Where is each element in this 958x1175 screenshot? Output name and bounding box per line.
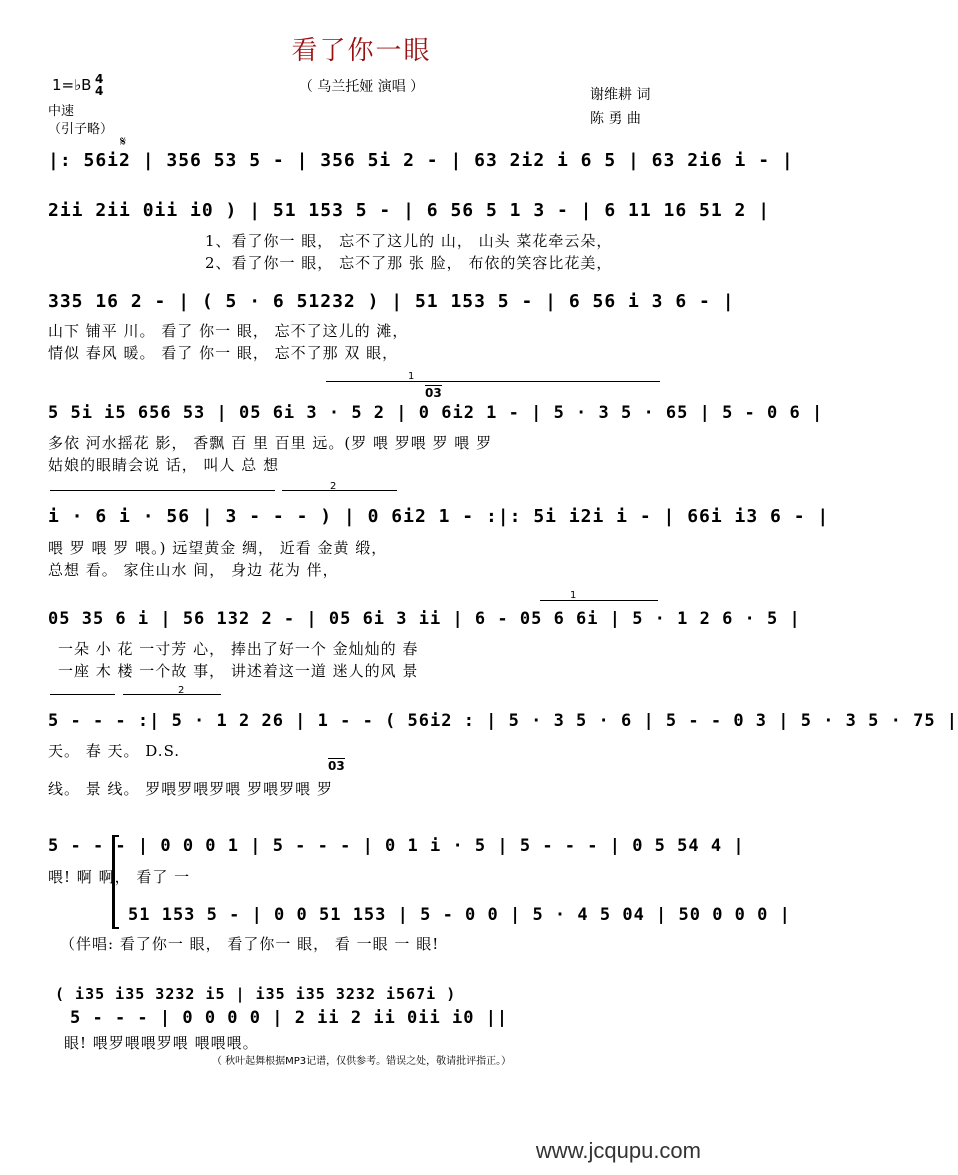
singer-credit: （ 乌兰托娅 演唱 ） — [298, 79, 425, 95]
score-row-10-upper-notes: ( i35 i35 3232 i5 | i35 i35 3232 i567i ) — [55, 985, 457, 1003]
score-row-2-lyric-2: 2、看了你一 眼， 忘不了那 张 脸， 布依的笑容比花美， — [205, 254, 613, 272]
score-row-1-notes: |: 56i2 | 356 53 5 - | 356 5i 2 - | 63 2i2 i 6 5 | 63 2i6 i - | — [48, 150, 794, 171]
ending-1-number: 1 — [408, 371, 415, 382]
score-row-3-lyric-1: 山下 铺平 川。 看了 你一 眼， 忘不了这儿的 滩， — [48, 322, 409, 340]
transcription-note: （ 秋叶起舞根据MP3记谱，仅供参考。错误之处，敬请批评指正。） — [211, 1056, 512, 1067]
time-top: 4 — [95, 72, 104, 86]
score-row-7-lyric-1: 天。 春 天。 D.S. — [48, 742, 181, 760]
score-row-2-notes: 2ii 2ii 0ii i0 ) | 51 153 5 - | 6 56 5 1 3 - | 6 11 16 51 2 | — [48, 200, 771, 221]
score-row-3-notes: 335 16 2 - | ( 5 · 6 51232 ) | 51 153 5 - | 6 56 i 3 6 - | — [48, 291, 735, 312]
ending-2-number: 2 — [330, 481, 337, 492]
score-row-6-notes: 05 35 6 i | 56 132 2 - | 05 6i 3 ii | 6 - 05 6 6i | 5 · 1 2 6 · 5 | — [48, 609, 801, 629]
box-mark-2: 03 — [328, 759, 345, 773]
ending-1b-bracket — [540, 600, 658, 601]
score-row-2-lyric-1: 1、看了你一 眼， 忘不了这儿的 山， 山头 菜花牵云朵， — [205, 232, 613, 250]
tempo-mark: 中速 — [48, 104, 75, 119]
key-signature: 1=♭B — [52, 76, 92, 94]
score-row-8-notes: 5 - - - | 0 0 0 1 | 5 - - - | 0 1 i · 5 | 5 - - - | 0 5 54 4 | — [48, 836, 745, 856]
ending-1-continuation — [50, 490, 275, 491]
intro-note: （引子略） — [48, 122, 114, 137]
score-row-3-lyric-2: 情似 春风 暖。 看了 你一 眼， 忘不了那 双 眼， — [48, 344, 399, 362]
score-row-5-notes: i · 6 i · 56 | 3 - - - ) | 0 6i2 1 - :|: 5i i2i i - | 66i i3 6 - | — [48, 506, 830, 527]
score-row-7-notes: 5 - - - :| 5 · 1 2 26 | 1 - - ( 56i2 : | 5 · 3 5 · 6 | 5 - - 0 3 | 5 · 3 5 · 75 | — [48, 711, 958, 731]
site-watermark: www.jcqupu.com — [535, 1138, 701, 1163]
lyricist: 谢维耕 词 — [590, 87, 651, 103]
box-mark-1: 03 — [425, 386, 442, 400]
score-row-9-notes: 51 153 5 - | 0 0 51 153 | 5 - 0 0 | 5 · 4 5 04 | 50 0 0 0 | — [128, 905, 791, 925]
score-row-10-lower-notes: 5 - - - | 0 0 0 0 | 2 ii 2 ii 0ii i0 || — [70, 1008, 509, 1028]
score-row-9-lyric: （伴唱: 看了你一 眼， 看了你一 眼， 看 一眼 一 眼! — [60, 935, 440, 953]
time-bottom: 4 — [95, 84, 104, 98]
ending-2-bracket — [282, 490, 397, 491]
song-title: 看了你一眼 — [291, 36, 432, 66]
score-row-7-lyric-2: 线。 景 线。 罗喂罗喂罗喂 罗喂罗喂 罗 — [48, 780, 333, 798]
score-row-6-lyric-1: 一朵 小 花 一寸芳 心， 捧出了好一个 金灿灿的 春 — [58, 640, 419, 658]
segno-mark: 𝄋 — [120, 134, 127, 150]
ending-1b-continuation — [50, 694, 115, 695]
score-row-4-lyric-2: 姑娘的眼睛会说 话， 叫人 总 想 — [48, 456, 280, 474]
score-row-4-lyric-1: 多依 河水摇花 影， 香飘 百 里 百里 远。(罗 喂 罗喂 罗 喂 罗 — [48, 434, 493, 452]
score-row-5-lyric-2: 总想 看。 家住山水 间， 身边 花为 伴， — [48, 561, 339, 579]
ending-2b-number: 2 — [178, 685, 185, 696]
ending-1b-number: 1 — [570, 590, 577, 601]
score-row-4-notes: 5 5i i5 656 53 | 05 6i 3 · 5 2 | 0 6i2 1 - | 5 · 3 5 · 65 | 5 - 0 6 | — [48, 403, 824, 423]
ending-2b-bracket — [123, 694, 221, 695]
ending-1-bracket — [326, 381, 660, 382]
score-row-10-lyric: 眼! 喂罗喂喂罗喂 喂喂喂。 — [64, 1034, 259, 1052]
score-row-5-lyric-1: 喂 罗 喂 罗 喂。) 远望黄金 绸， 近看 金黄 缎， — [48, 539, 388, 557]
time-signature — [95, 73, 103, 99]
composer: 陈 勇 曲 — [590, 111, 641, 127]
score-row-8-lyric: 喂! 啊 啊， 看了 一 — [48, 868, 191, 886]
score-row-6-lyric-2: 一座 木 楼 一个故 事， 讲述着这一道 迷人的风 景 — [58, 662, 419, 680]
